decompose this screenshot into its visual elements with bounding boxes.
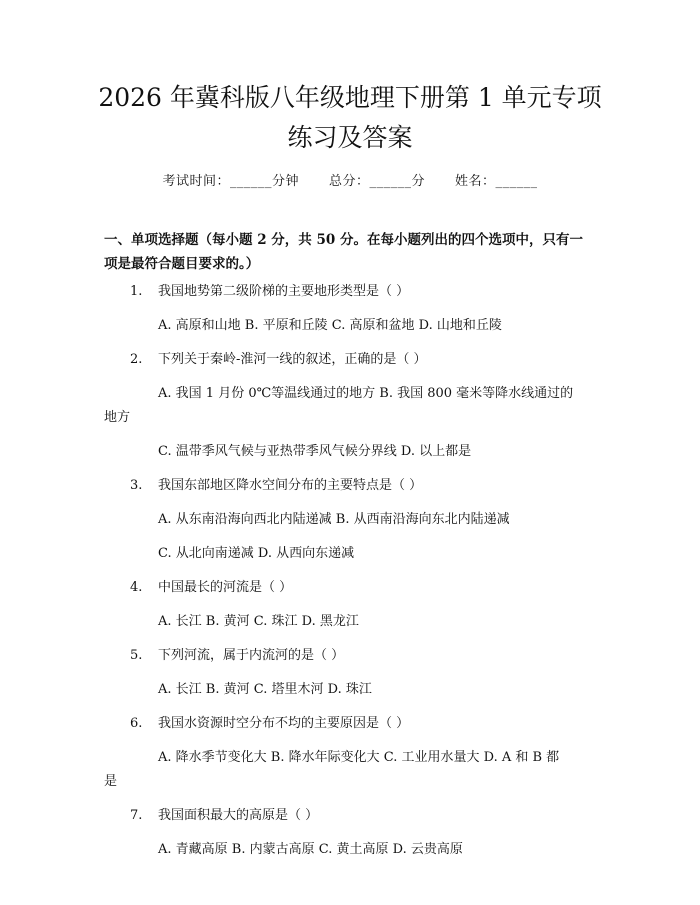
question-text: 我国面积最大的高原是（ ） <box>158 808 319 823</box>
question-options <box>104 746 600 794</box>
question-options <box>104 382 600 430</box>
question-options: A. 长江 B. 黄河 C. 珠江 D. 黑龙江 <box>158 614 359 629</box>
option-line-wrap: 是 <box>104 774 118 789</box>
question-options: A. 从东南沿海向西北内陆递减 B. 从西南沿海向东北内陆递减 <box>158 512 510 527</box>
question-options: A. 长江 B. 黄河 C. 塔里木河 D. 珠江 <box>158 682 372 697</box>
option-line: A. 降水季节变化大 B. 降水年际变化大 C. 工业用水量大 D. A 和 B 都 <box>158 750 560 765</box>
question-text: 下列关于秦岭-淮河一线的叙述，正确的是（ ） <box>158 352 427 367</box>
question-text: 我国水资源时空分布不均的主要原因是（ ） <box>158 716 410 731</box>
question-list <box>104 280 600 872</box>
question-number: 1. <box>130 284 143 299</box>
exam-time-field: 考试时间：______分钟 <box>162 174 299 189</box>
question-number: 2. <box>130 352 143 367</box>
question-text: 我国地势第二级阶梯的主要地形类型是（ ） <box>158 284 410 299</box>
question-number: 5. <box>130 648 143 663</box>
total-score-field: 总分：______分 <box>328 174 425 189</box>
question-stem <box>104 474 600 498</box>
title-line-1: 2026 年冀科版八年级地理下册第 1 单元专项 <box>98 83 602 112</box>
exam-meta <box>0 170 700 189</box>
question-number: 3. <box>130 478 143 493</box>
question-text: 下列河流，属于内流河的是（ ） <box>158 648 345 663</box>
question-stem <box>104 280 600 304</box>
option-line-wrap: 地方 <box>104 410 131 425</box>
section-heading: 一、单项选择题（每小题 2 分，共 50 分。在每小题列出的四个选项中，只有一项是最符合题目要求的。） <box>104 232 583 272</box>
title-line-2: 练习及答案 <box>287 123 413 152</box>
question-options: A. 高原和山地 B. 平原和丘陵 C. 高原和盆地 D. 山地和丘陵 <box>158 318 502 333</box>
student-name-field: 姓名：______ <box>455 174 538 189</box>
question-number: 6. <box>130 716 143 731</box>
question-options: C. 从北向南递减 D. 从西向东递减 <box>158 546 355 561</box>
question-stem <box>104 712 600 736</box>
question-options: A. 青藏高原 B. 内蒙古高原 C. 黄土高原 D. 云贵高原 <box>158 842 463 857</box>
question-text: 我国东部地区降水空间分布的主要特点是（ ） <box>158 478 423 493</box>
question-number: 4. <box>130 580 143 595</box>
question-stem <box>104 644 600 668</box>
page-title <box>60 78 640 158</box>
question-stem <box>104 348 600 372</box>
question-stem <box>104 576 600 600</box>
question-stem <box>104 804 600 828</box>
question-number: 7. <box>130 808 143 823</box>
question-text: 中国最长的河流是（ ） <box>158 580 293 595</box>
question-options: C. 温带季风气候与亚热带季风气候分界线 D. 以上都是 <box>158 444 472 459</box>
option-line: A. 我国 1 月份 0℃等温线通过的地方 B. 我国 800 毫米等降水线通过的 <box>158 386 574 401</box>
